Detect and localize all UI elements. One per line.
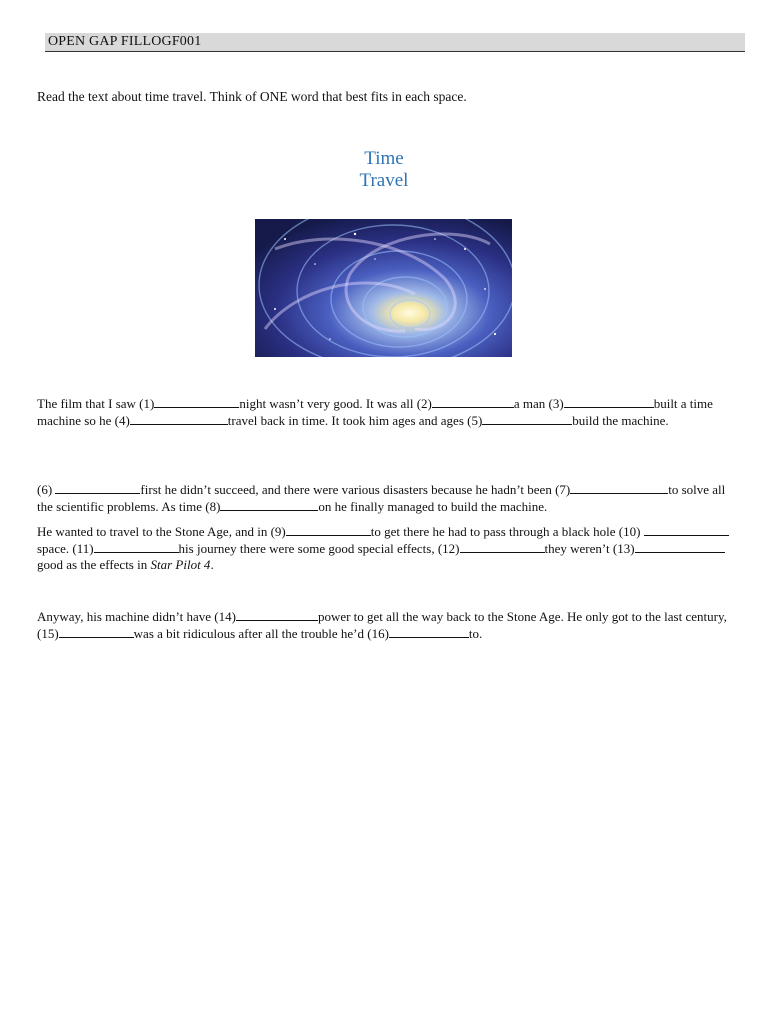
worksheet-code: OPEN GAP FILLOGF001 xyxy=(48,34,202,49)
title-line-2: Travel xyxy=(359,170,409,191)
paragraph-2: (6) first he didn’t succeed, and there were various disasters because he hadn’t been (7) to solve all the scientific problems. As time (8) on he finally managed to build the machine. xyxy=(37,482,726,514)
wormhole-illustration xyxy=(255,219,512,357)
gap-11[interactable] xyxy=(94,541,179,553)
paragraph-4: Anyway, his machine didn’t have (14) power to get all the way back to the Stone Age. He only got to the last century,(15) was a bit ridiculous after all the trouble he’d (16) to. xyxy=(37,609,727,641)
gap-6[interactable] xyxy=(55,482,140,494)
gap-1[interactable] xyxy=(154,396,239,408)
gap-4[interactable] xyxy=(130,413,228,425)
gap-13[interactable] xyxy=(635,541,725,553)
instruction-text: Read the text about time travel. Think of ONE word that best fits in each space. xyxy=(37,89,467,104)
gap-3[interactable] xyxy=(564,396,654,408)
paragraph-1: The film that I saw (1) night wasn’t very good. It was all (2) a man (3) built a time machine so he (4) travel back in time. It took him ages and ages (5) build the machine. xyxy=(37,396,713,428)
gap-8[interactable] xyxy=(220,499,318,511)
gap-10[interactable] xyxy=(644,524,729,536)
gap-14[interactable] xyxy=(236,609,318,621)
spiral-galaxy-wormhole-image xyxy=(255,219,512,357)
header-bar xyxy=(45,33,745,52)
paragraph-3: He wanted to travel to the Stone Age, and in (9) to get there he had to pass through a black hole (10) space. (11) his journey there were some good special effects, (12) they weren’t (13)good as the effects in Star Pilot 4. xyxy=(37,524,737,574)
gap-9[interactable] xyxy=(286,524,371,536)
gap-7[interactable] xyxy=(570,482,668,494)
gap-2[interactable] xyxy=(432,396,514,408)
gap-16[interactable] xyxy=(389,626,469,638)
title-line-1: Time xyxy=(364,148,404,169)
gap-5[interactable] xyxy=(482,413,572,425)
gap-12[interactable] xyxy=(460,541,545,553)
film-title: Star Pilot 4 xyxy=(150,557,211,573)
page-title xyxy=(0,148,768,192)
gap-15[interactable] xyxy=(59,626,134,638)
